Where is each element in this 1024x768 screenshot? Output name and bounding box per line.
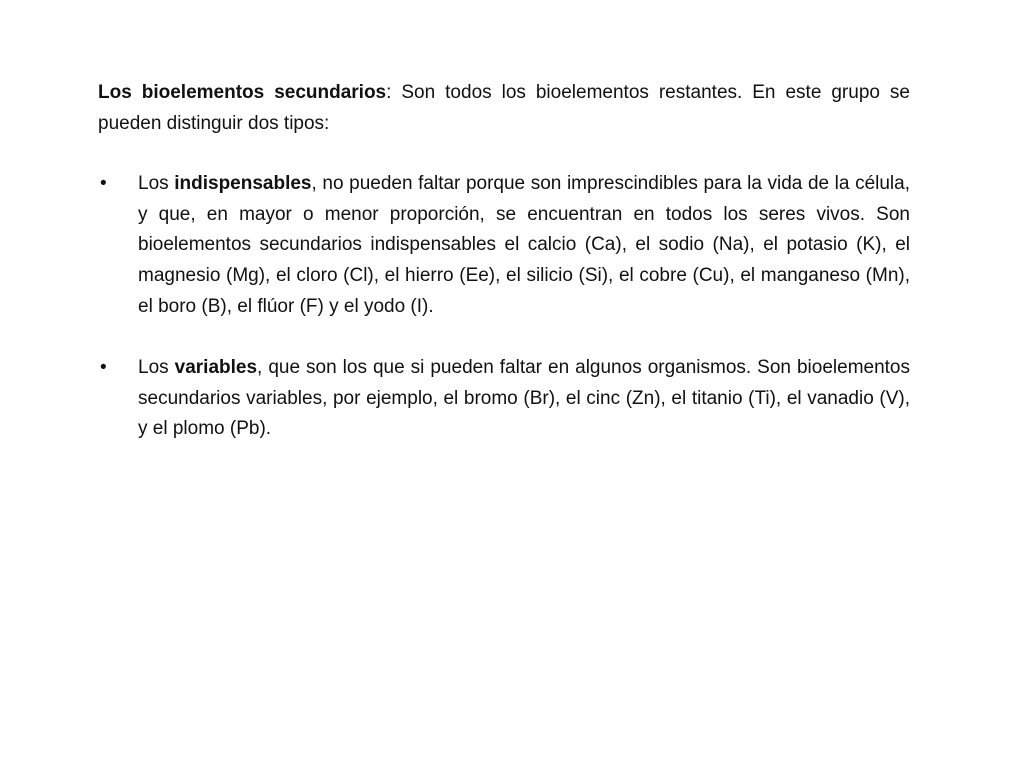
bullet-list — [98, 169, 910, 445]
bullet-item-indispensables — [98, 169, 910, 322]
slide-content — [98, 78, 910, 476]
bullet-marker: • — [100, 173, 107, 195]
bullet-prefix: Los — [138, 173, 175, 195]
bullet-prefix: Los — [138, 357, 175, 379]
intro-paragraph — [98, 78, 910, 139]
intro-text: : Son todos los bioelementos restantes. En este grupo se pueden distinguir dos tipos: — [98, 82, 910, 134]
bullet-text-indispensables: , no pueden faltar porque son imprescindibles para la vida de la célula, y que, en mayor o menor proporción, se encuentran en todos los seres vivos. Son bioelementos secundarios indispensables el calcio (Ca), el sodio (Na), el potasio (K), el magnesio (Mg), el cloro (Cl), el hierro (Ee), el silicio (Si), el cobre (Cu), el manganeso (Mn), el boro (B), el flúor (F) y el yodo (I). — [138, 173, 910, 317]
bullet-text-variables: , que son los que si pueden faltar en algunos organismos. Son bioelementos secundarios variables, por ejemplo, el bromo (Br), el cinc (Zn), el titanio (Ti), el vanadio (V), y el plomo (Pb). — [138, 357, 910, 440]
bullet-marker: • — [100, 357, 107, 379]
bullet-term-indispensables: indispensables — [174, 173, 312, 195]
intro-term: Los bioelementos secundarios — [98, 82, 387, 103]
bullet-item-variables — [98, 353, 910, 445]
bullet-term-variables: variables — [174, 357, 258, 379]
